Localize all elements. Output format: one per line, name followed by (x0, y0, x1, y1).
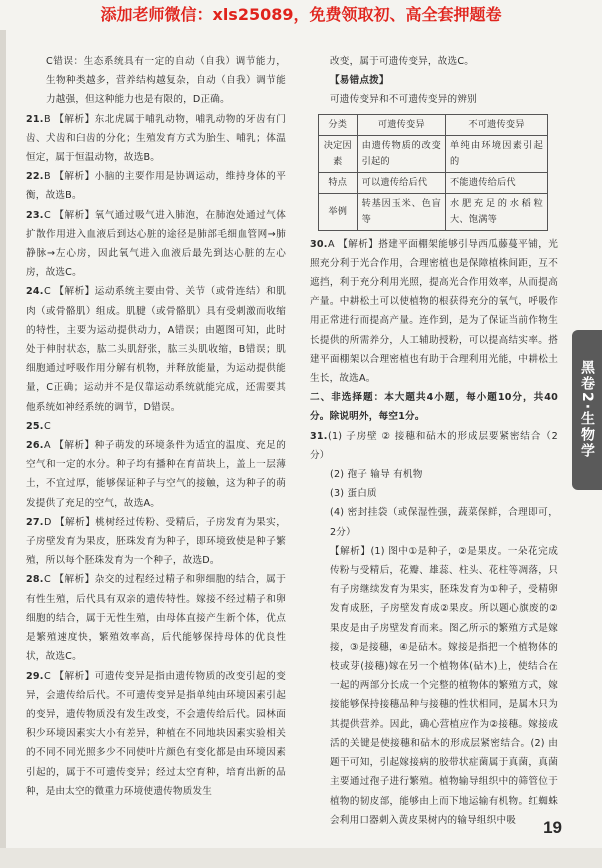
answer-text: 【解析】(1) 图中①是种子，②是果皮。一朵花完成传粉与受精后，花瓣、雄蕊、柱头、花柱等凋落，只有子房继续发育为果实，胚珠发育为①种子，受精卵发育成胚，子房壁发育成②果皮。所以题心旗废的②果皮是由子房壁发育而来。图乙所示的繁殖方式是嫁接，③是接穗，④是砧木。嫁接是指把一个植物体的枝或芽(接穗)嫁在另一个植物体(砧木)上，使结合在一起的两部分长成一个完整的植物体的繁殖方式，嫁接能够保持接穗品种与接穗的性状相同，是属木只为其提供营养。因此，确心营植应作为②接穗。嫁接成活的关键是使接穗和砧木的形成层紧密结合。(2) 由题干可知，引起嫁接病的胶带状症菌属于真菌，真菌主要通过孢子进行繁殖。植物输导组织中的筛管位于植物的韧皮部，能够由上而下地运输有机物。红蜘蛛会利用口器刺入黄皮果树内的输导组织中吸 (330, 545, 558, 826)
table-header: 不可遗传变异 (446, 114, 548, 135)
page-edge (0, 30, 6, 868)
knowledge-subtitle: 可遗传变异和不可遗传变异的辨别 (330, 94, 477, 106)
answer-text: C 【解析】氧气通过吸气进入肺泡，在肺泡处通过气体扩散作用进入血液后到达心脏的途径是肺部毛细血管网→肺静脉→左心房，因此氧气进入血液后最先到达心脏的左心房，故选C。 (26, 209, 286, 279)
answer-item (310, 427, 558, 465)
right-column (310, 52, 558, 830)
table-cell: 由遗传物质的改变引起的 (357, 135, 445, 172)
answer-text: C 【解析】运动系统主要由骨、关节（或骨连结）和肌肉（或骨骼肌）组成。肌腱（或骨骼肌）具有受刺激而收缩的特性，主要为运动提供动力，A错误；由题图可知，此时处于伸肘状态，肱二头肌舒张，肱三头肌收缩，B错误；肌细胞通过呼吸作用分解有机物，并释放能量，为运动提供能量，C正确；运动并不是仅靠运动系统就能完成，还需要其他系统如神经系统的调节，D错误。 (26, 286, 286, 413)
page-number: 19 (543, 818, 562, 837)
table-cell: 水肥充足的水稻粒大、饱满等 (446, 193, 548, 230)
answer-item (310, 503, 558, 541)
answer-text: A 【解析】种子萌发的环境条件为适宜的温度、充足的空气和一定的水分。种子均有播种在育苗块上，盖上一层薄土，不宜过厚，能够保证种子与空气的接触，这为种子的萌发提供了充足的空气，故选A。 (26, 440, 286, 509)
question-number: 28. (26, 574, 44, 586)
answer-text: (2) 孢子 输导 有机物 (330, 469, 423, 481)
subject-tab: 黑卷2·生物学 (572, 330, 602, 490)
table-row (319, 172, 548, 193)
question-number: 31. (310, 430, 328, 442)
answer-text: 二、非选择题：本大题共4小题，每小题10分，共40分。除说明外，每空1分。 (310, 392, 558, 423)
answer-item (26, 206, 286, 283)
left-column (26, 52, 286, 801)
answer-item (26, 282, 286, 416)
answer-item (26, 417, 286, 436)
answer-item (310, 542, 558, 830)
table-header-row (319, 114, 548, 135)
answer-text: C 【解析】可遗传变异是指由遗传物质的改变引起的变异，会遗传给后代。不可遗传变异是指单纯由环境因素引起的变异，遗传物质没有发生改变，不会遗传给后代。园林面积少环境因素实大小有差异，种植在不同地块因素实验相关的不同不同光照多少不同使叶片颜色有变化都是由环境因素引起的，属于不可遗传变异；经过太空育种，培育出新的品种，是由太空的微重力环境使遗传物质发生 (26, 670, 286, 797)
table-cell: 举例 (319, 193, 358, 230)
table-cell: 可以遗传给后代 (357, 172, 445, 193)
answer-item (310, 235, 558, 389)
ad-banner: 添加老师微信：xls25089，免费领取初、高全套押题卷 (100, 5, 502, 24)
answer-page (26, 30, 562, 850)
table-cell: 决定因素 (319, 135, 358, 172)
answer-item (26, 167, 286, 205)
question-number: 23. (26, 209, 44, 221)
right-items (310, 235, 558, 830)
answer-item (310, 388, 558, 426)
page-bottom-edge (0, 848, 602, 868)
answer-text: B 【解析】东北虎属于哺乳动物，哺乳动物的牙齿有门齿、犬齿和臼齿的分化；生殖发育方式为胎生、哺乳；体温恒定，属于恒温动物，故选B。 (26, 113, 286, 164)
table-header: 可遗传变异 (357, 114, 445, 135)
table-row (319, 193, 548, 230)
answer-text: A 【解析】搭建平面棚架能够引导西瓜藤蔓平铺，光照充分利于光合作用，合理密植也是保障植株间距，互不遮挡，利于充分利用光照，提高光合作用效率，从而提高产量。中耕松土可以使植物的根获得充分的氧气，呼吸作用正常进行而提高产量。连作到，是为了保证当前作物生长提供的所需养分，人工辅助授粉，可以提高结实率。搭建平面棚架以合理密植也有助于合理利用光能，中耕松土生长，故选A。 (310, 238, 558, 385)
table-cell: 转基因玉米、色盲等 (357, 193, 445, 230)
knowledge-title: 【易错点拨】 (330, 75, 389, 87)
answer-item (310, 484, 558, 503)
answer-text: (3) 蛋白质 (330, 488, 377, 500)
question-number: 27. (26, 516, 44, 528)
answer-item (26, 667, 286, 801)
answer-item (310, 465, 558, 484)
answer-item (26, 570, 286, 666)
answer-text: C (44, 420, 51, 432)
continued-text: 改变，属于可遗传变异，故选C。 (330, 56, 475, 67)
answer-text: D 【解析】桃树经过传粉、受精后，子房发育为果实，子房壁发育为果皮，胚珠发育为种子，即环境致使是种子繁殖，所以每个胚珠发育为一个种子，故选D。 (26, 516, 286, 567)
answer-text: C 【解析】杂交的过程经过精子和卵细胞的结合，属于有性生殖，后代具有双亲的遗传特性。嫁接不经过精子和卵细胞的结合，属于无性生殖，由母体直接产生新个体，优点是繁殖速度快，繁殖效率高，后代能够保持母体的优良性状，故选C。 (26, 574, 286, 663)
variation-table (318, 114, 548, 231)
question-number: 21. (26, 113, 44, 125)
table-cell: 单纯由环境因素引起的 (446, 135, 548, 172)
answer-item (26, 436, 286, 513)
question-number: 30. (310, 238, 328, 250)
answer-text: B 【解析】小脑的主要作用是协调运动，维持身体的平衡，故选B。 (26, 171, 286, 202)
question-number: 24. (26, 286, 44, 298)
answer-item (26, 513, 286, 571)
table-cell: 不能遗传给后代 (446, 172, 548, 193)
question-number: 25. (26, 420, 44, 432)
answer-text: (4) 密封挂袋（或保湿性强，蔬菜保鲜，合理即可，2分） (330, 507, 558, 538)
table-header: 分类 (319, 114, 358, 135)
table-row (319, 135, 548, 172)
table-cell: 特点 (319, 172, 358, 193)
question-number: 22. (26, 171, 44, 183)
question-number: 29. (26, 670, 44, 682)
answer-text: C错误：生态系统具有一定的自动（自我）调节能力，生物种类越多，营养结构越复杂，自动（自我）调节能力越强，但这种能力也是有限的，D正确。 (46, 56, 286, 106)
answer-item (26, 110, 286, 168)
answer-text: (1) 子房壁 ② 接穗和砧木的形成层要紧密结合（2分） (310, 430, 558, 461)
question-number: 26. (26, 440, 44, 452)
answer-item (26, 52, 286, 110)
